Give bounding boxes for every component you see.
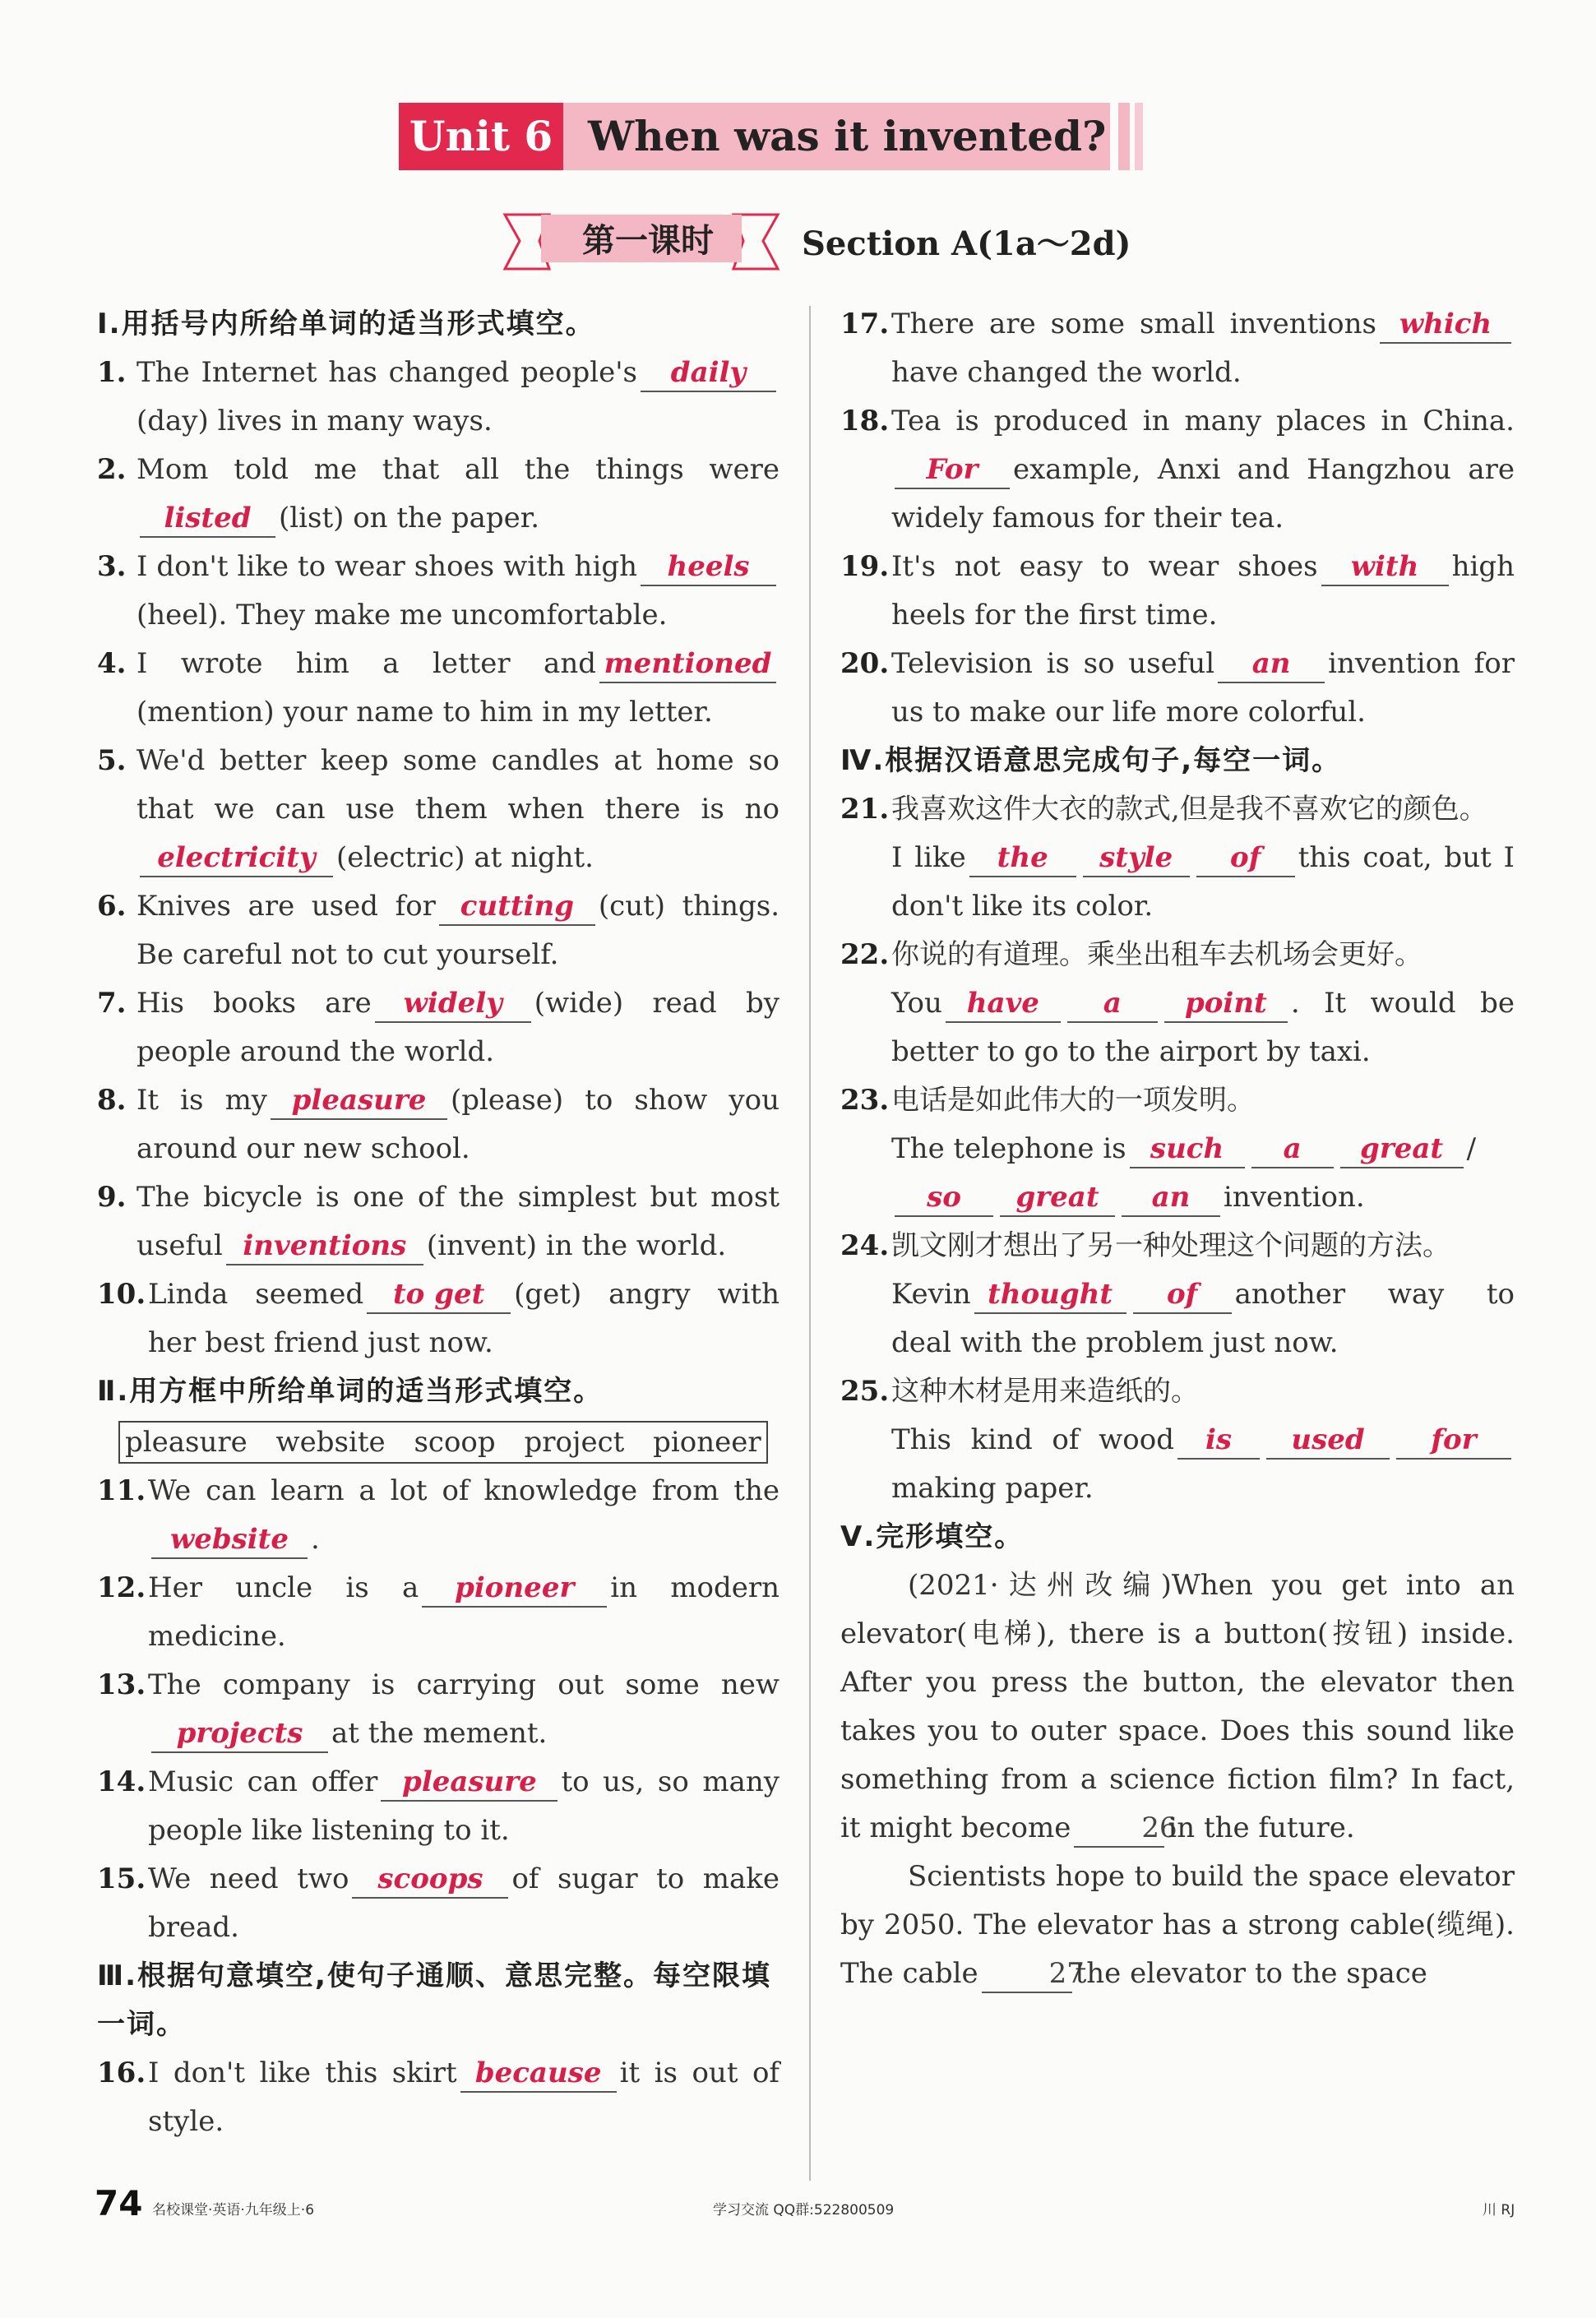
answer-blank: projects bbox=[151, 1715, 328, 1753]
answer-blank: heels bbox=[641, 548, 776, 586]
question-text: invention. bbox=[1224, 1181, 1365, 1214]
question-chinese: 我喜欢这件大衣的款式,但是我不喜欢它的颜色。 bbox=[891, 793, 1487, 826]
answer-blank: have bbox=[946, 985, 1061, 1023]
question-number: 14. bbox=[97, 1765, 146, 1798]
question-text: We can learn a lot of knowledge from the bbox=[148, 1474, 779, 1507]
cloze-text: in the future. bbox=[1168, 1811, 1355, 1844]
question-number: 12. bbox=[97, 1571, 146, 1604]
answer-blank: style bbox=[1083, 840, 1190, 877]
question-text: Kevin bbox=[891, 1278, 971, 1311]
question-number: 18. bbox=[840, 405, 890, 437]
answer-blank: for bbox=[1396, 1422, 1511, 1460]
part5-heading: Ⅴ.完形填空。 bbox=[840, 1520, 1025, 1553]
question-number: 15. bbox=[97, 1862, 146, 1895]
question-text: The company is carrying out some new bbox=[148, 1668, 779, 1701]
part1-heading: Ⅰ.用括号内所给单词的适当形式填空。 bbox=[97, 308, 595, 340]
question-text: Music can offer bbox=[148, 1765, 378, 1798]
question-chinese: 电话是如此伟大的一项发明。 bbox=[891, 1084, 1255, 1117]
question-text: (day) lives in many ways. bbox=[136, 405, 493, 437]
answer-blank: For bbox=[895, 451, 1010, 489]
page-number: 74 bbox=[95, 2183, 143, 2223]
question-number: 16. bbox=[97, 2057, 146, 2089]
question-text: (heel). They make me uncomfortable. bbox=[136, 599, 668, 632]
question-text: I don't like this skirt bbox=[148, 2057, 457, 2089]
question-text: another way to deal with the problem just now. bbox=[891, 1278, 1515, 1359]
question-text: This kind of wood bbox=[891, 1423, 1174, 1456]
question-text: Mom told me that all the things were bbox=[136, 453, 779, 486]
answer-blank: so bbox=[895, 1179, 993, 1217]
question-text: There are some small inventions bbox=[891, 308, 1376, 340]
banner-stripe bbox=[1135, 103, 1143, 170]
question-text: We need two bbox=[148, 1862, 349, 1895]
question-text: (invent) in the world. bbox=[426, 1229, 727, 1262]
question-text: (list) on the paper. bbox=[279, 502, 540, 534]
answer-blank: is bbox=[1177, 1422, 1260, 1460]
unit-banner bbox=[399, 103, 1110, 170]
question-text: The bicycle is one of the simplest but most useful bbox=[136, 1181, 779, 1262]
question-number: 1. bbox=[97, 356, 127, 389]
section-title: Section A(1a～2d) bbox=[802, 224, 1131, 263]
cloze-text: Scientists hope to build the space elevator by 2050. The elevator has a strong cable(缆绳). The cable bbox=[840, 1860, 1515, 1990]
question-text: His books are bbox=[136, 987, 372, 1020]
question bbox=[97, 446, 779, 543]
question-number: 25. bbox=[840, 1375, 890, 1408]
part3-heading: Ⅲ.根据句意填空,使句子通顺、意思完整。每空限填一词。 bbox=[97, 1959, 771, 2041]
question-text: Television is so useful bbox=[891, 647, 1215, 680]
question bbox=[97, 1467, 779, 1564]
word-box: pleasure website scoop project pioneer bbox=[118, 1421, 768, 1464]
answer-blank: pleasure bbox=[271, 1082, 447, 1120]
answer-blank: a bbox=[1067, 985, 1158, 1023]
question bbox=[97, 2049, 779, 2146]
answer-blank: of bbox=[1196, 840, 1295, 877]
question-number: 20. bbox=[840, 647, 890, 680]
question-number: 10. bbox=[97, 1278, 146, 1311]
answer-blank: which bbox=[1380, 306, 1511, 344]
question bbox=[840, 543, 1515, 640]
footer-edition: 川 RJ bbox=[1483, 2202, 1515, 2219]
answer-blank: of bbox=[1133, 1276, 1232, 1314]
answer-blank: to get bbox=[367, 1276, 511, 1314]
question-text: Her uncle is a bbox=[148, 1571, 419, 1604]
question-number: 13. bbox=[97, 1668, 146, 1701]
lesson-ribbon bbox=[502, 210, 781, 275]
question-text: You bbox=[891, 987, 942, 1020]
question-number: 3. bbox=[97, 550, 127, 583]
question bbox=[97, 979, 779, 1076]
question bbox=[97, 1855, 779, 1952]
question bbox=[97, 640, 779, 737]
question-text: it is out of style. bbox=[148, 2057, 780, 2138]
question bbox=[97, 1076, 779, 1173]
question-text: Knives are used for bbox=[136, 890, 436, 923]
answer-blank: widely bbox=[375, 985, 531, 1023]
question-number: 23. bbox=[840, 1084, 890, 1117]
answer-blank: website bbox=[151, 1521, 308, 1559]
answer-blank: inventions bbox=[226, 1228, 423, 1265]
answer-blank: such bbox=[1130, 1131, 1245, 1168]
question-number: 5. bbox=[97, 744, 127, 777]
question-text: We'd better keep some candles at home so that we can use them when there is no bbox=[136, 744, 779, 826]
question-text: of sugar to make bread. bbox=[148, 1862, 779, 1944]
question-number: 2. bbox=[97, 453, 127, 486]
cloze-text: the elevator to the space bbox=[1075, 1957, 1427, 1990]
question-text: have changed the world. bbox=[891, 356, 1242, 389]
question-chinese: 你说的有道理。乘坐出租车去机场会更好。 bbox=[891, 938, 1423, 971]
question-number: 4. bbox=[97, 647, 127, 680]
question-text: invention for us to make our life more colorful. bbox=[891, 647, 1515, 729]
left-column bbox=[97, 300, 779, 2146]
question bbox=[840, 300, 1515, 397]
question-text: this coat, but I don't like its color. bbox=[891, 841, 1515, 923]
answer-blank: electricity bbox=[140, 840, 333, 877]
cloze-text: (2021·达州改编)When you get into an elevator(电梯), there is a button(按钮) inside. After you press the button, the elevator then takes you to outer space. Does this sound like something from a science fiction film? In fact, it might become bbox=[840, 1569, 1515, 1844]
question-chinese: 这种木材是用来造纸的。 bbox=[891, 1375, 1199, 1408]
answer-blank: great bbox=[1340, 1131, 1464, 1168]
question bbox=[97, 737, 779, 882]
question-text: (please) to show you around our new school. bbox=[136, 1084, 779, 1165]
answer-blank: because bbox=[460, 2055, 617, 2093]
cloze-paragraph bbox=[840, 1562, 1515, 1853]
question bbox=[840, 640, 1515, 737]
question-text: (wide) read by people around the world. bbox=[136, 987, 779, 1068]
answer-blank: an bbox=[1218, 645, 1325, 683]
answer-blank: scoops bbox=[352, 1861, 508, 1899]
question bbox=[97, 1564, 779, 1661]
banner-stripe bbox=[1118, 103, 1130, 170]
question-chinese: 凯文刚才想出了另一种处理这个问题的方法。 bbox=[891, 1229, 1450, 1262]
question-text: (electric) at night. bbox=[336, 841, 594, 874]
question-text: I don't like to wear shoes with high bbox=[136, 550, 637, 583]
question bbox=[97, 882, 779, 979]
unit-label: Unit 6 bbox=[399, 103, 563, 170]
question bbox=[97, 1758, 779, 1855]
question-text: The telephone is bbox=[891, 1132, 1126, 1165]
question-number: 9. bbox=[97, 1181, 127, 1214]
question-text: . bbox=[311, 1523, 320, 1556]
question bbox=[840, 1222, 1515, 1367]
answer-blank: pleasure bbox=[381, 1764, 557, 1802]
footer bbox=[0, 2183, 1596, 2232]
question-text: (cut) things. Be careful not to cut yourself. bbox=[136, 890, 779, 971]
question-number: 24. bbox=[840, 1229, 890, 1262]
question-number: 17. bbox=[840, 308, 890, 340]
question-text: at the mement. bbox=[331, 1717, 548, 1750]
question bbox=[97, 1173, 779, 1270]
separator: / bbox=[1466, 1132, 1477, 1165]
cloze-paragraph bbox=[840, 1853, 1515, 1998]
column-divider bbox=[809, 306, 811, 2181]
answer-blank: daily bbox=[641, 354, 776, 392]
question-text: (get) angry with her best friend just now. bbox=[148, 1278, 780, 1359]
answer-blank: point bbox=[1164, 985, 1288, 1023]
question-text: example, Anxi and Hangzhou are widely famous for their tea. bbox=[891, 453, 1515, 534]
question bbox=[840, 397, 1515, 543]
question-text: I like bbox=[891, 841, 966, 874]
question-text: It's not easy to wear shoes bbox=[891, 550, 1318, 583]
question-number: 11. bbox=[97, 1474, 146, 1507]
question-number: 21. bbox=[840, 793, 890, 826]
question-text: Linda seemed bbox=[148, 1278, 364, 1311]
question-text: high heels for the first time. bbox=[891, 550, 1515, 632]
question-number: 7. bbox=[97, 987, 127, 1020]
question-text: making paper. bbox=[891, 1472, 1094, 1505]
question bbox=[840, 785, 1515, 931]
footer-book-info: 名校课堂·英语·九年级上·6 bbox=[152, 2202, 315, 2219]
question-text: I wrote him a letter and bbox=[136, 647, 596, 680]
unit-title: When was it invented? bbox=[563, 103, 1110, 170]
answer-blank: the bbox=[969, 840, 1076, 877]
cloze-blank: 27 bbox=[982, 1955, 1072, 1993]
question-text: . It would be better to go to the airport by taxi. bbox=[891, 987, 1515, 1068]
question-number: 19. bbox=[840, 550, 890, 583]
question-text: to us, so many people like listening to it. bbox=[148, 1765, 779, 1847]
footer-qq-group: 学习交流 QQ群:522800509 bbox=[713, 2202, 895, 2219]
question-number: 22. bbox=[840, 938, 890, 971]
answer-blank: thought bbox=[974, 1276, 1126, 1314]
part4-heading: Ⅳ.根据汉语意思完成句子,每空一词。 bbox=[840, 744, 1342, 777]
question-text: (mention) your name to him in my letter. bbox=[136, 696, 713, 729]
question bbox=[97, 1661, 779, 1758]
question-text: It is my bbox=[136, 1084, 268, 1117]
question-text: in modern medicine. bbox=[148, 1571, 780, 1653]
answer-blank: pioneer bbox=[422, 1570, 607, 1608]
answer-blank: cutting bbox=[439, 888, 595, 926]
question bbox=[97, 1270, 779, 1367]
answer-blank: an bbox=[1122, 1179, 1220, 1217]
answer-blank: with bbox=[1321, 548, 1449, 586]
answer-blank: mentioned bbox=[599, 645, 776, 683]
answer-blank: great bbox=[1000, 1179, 1115, 1217]
question bbox=[840, 1076, 1515, 1222]
question bbox=[97, 543, 779, 640]
question-text: Tea is produced in many places in China. bbox=[891, 405, 1515, 437]
answer-blank: a bbox=[1251, 1131, 1334, 1168]
question bbox=[840, 1367, 1515, 1513]
question-text: The Internet has changed people's bbox=[136, 356, 637, 389]
right-column bbox=[840, 300, 1515, 1998]
question-number: 6. bbox=[97, 890, 127, 923]
question-number: 8. bbox=[97, 1084, 127, 1117]
answer-blank: listed bbox=[140, 500, 275, 538]
part2-heading: Ⅱ.用方框中所给单词的适当形式填空。 bbox=[97, 1375, 604, 1408]
cloze-blank: 26 bbox=[1074, 1810, 1164, 1848]
answer-blank: used bbox=[1266, 1422, 1390, 1460]
question bbox=[97, 349, 779, 446]
question bbox=[840, 931, 1515, 1076]
lesson-label: 第一课时 bbox=[582, 222, 714, 260]
